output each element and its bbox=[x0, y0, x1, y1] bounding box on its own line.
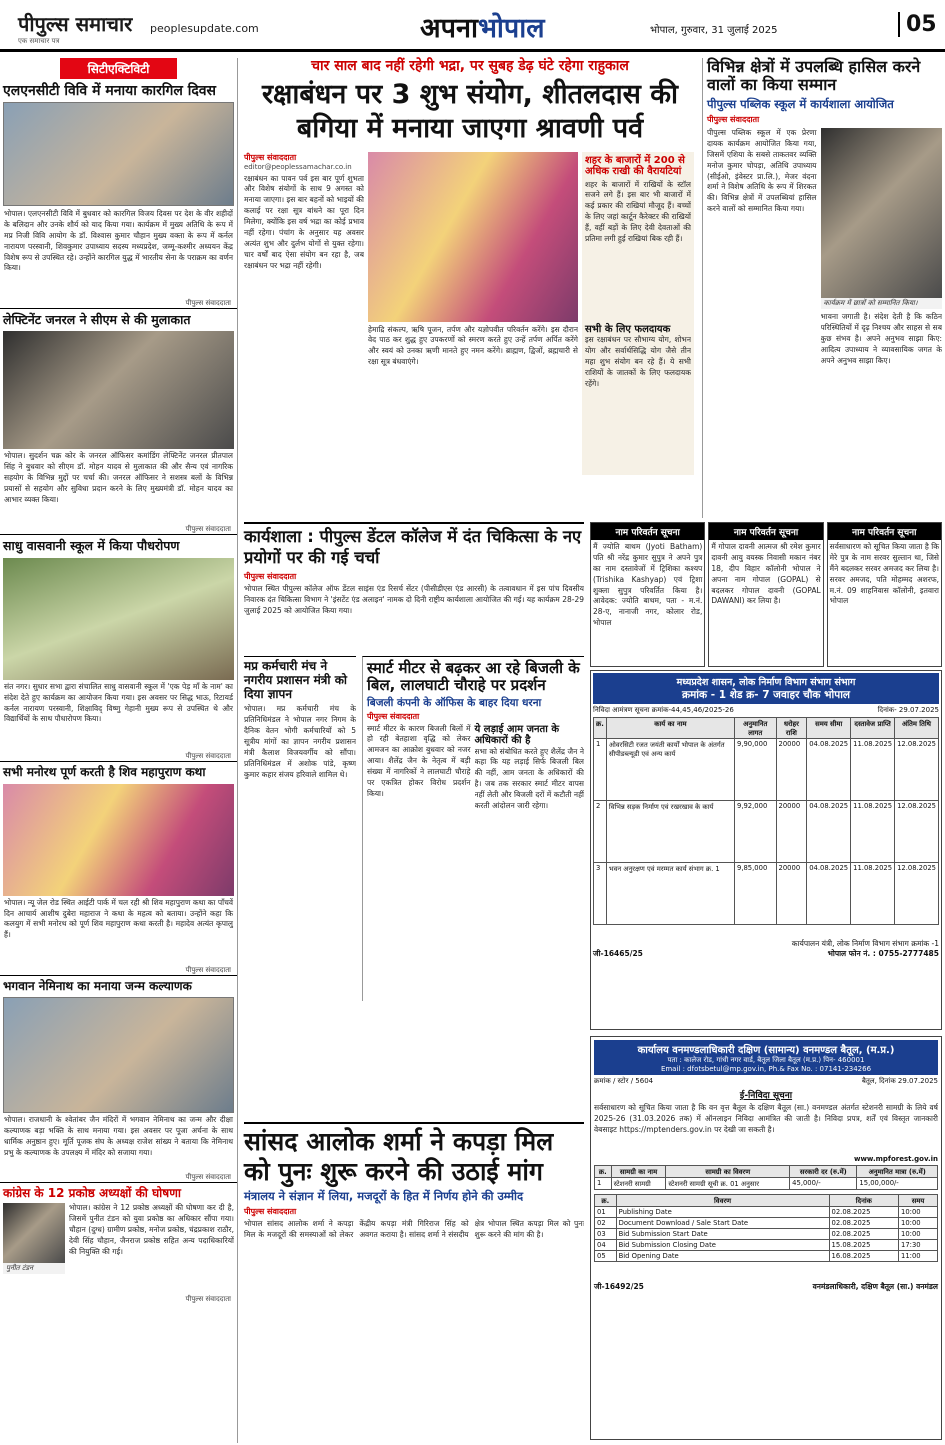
story-byline: पीपुल्स संवाददाता bbox=[185, 1295, 231, 1304]
table-cell: 9,90,000 bbox=[735, 739, 777, 801]
table-cell: 3 bbox=[594, 863, 607, 925]
lead-byline: पीपुल्स संवाददाता bbox=[244, 152, 297, 162]
story-byline: पीपुल्स संवाददाता bbox=[185, 1173, 231, 1182]
table-cell: 02 bbox=[595, 1218, 617, 1229]
right-subheadline: पीपुल्स पब्लिक स्कूल में कार्यशाला आयोजित bbox=[707, 96, 894, 111]
table-cell: 1 bbox=[594, 739, 607, 801]
story-body: भोपाल। एलएनसीटी विवि में बुधवार को कारगिल विजय दिवस पर देश के वीर शहीदों के बलिदान और उनके शौर्य को याद किया गया। कार्यक्रम में मुख्य अतिथि के रूप में मप्र निजी विवि आयोग के डॉ. विश्वास कुमार चौहान मुख्य वक्ता के रूप में कर्नल नारायण परस्वानी, शिवकुमार उपाध्याय सदस्य मध्यप्रदेश, जम्मू-कश्मीर अध्ययन केंद्र विशेष रूप से उपस्थित रहे। उन्होंने कारगिल युद्ध में भारतीय सेना के पराक्रम का वर्णन किया। bbox=[4, 209, 233, 273]
notice-head: नाम परिवर्तन सूचना bbox=[709, 523, 822, 540]
table-cell: स्टेशनरी सामग्री bbox=[611, 1178, 666, 1190]
story-title: साधु वासवानी स्कूल में किया पौधरोपण bbox=[0, 534, 237, 555]
tender-table bbox=[593, 717, 939, 925]
story-title: एलएनसीटी विवि में मनाया कारगिल दिवस bbox=[3, 83, 217, 99]
table-cell: Bid Opening Date bbox=[616, 1251, 829, 1262]
table-cell: 02.08.2025 bbox=[829, 1229, 899, 1240]
table-cell: 03 bbox=[595, 1229, 617, 1240]
lead-headline: रक्षाबंधन पर 3 शुभ संयोग, शीतलदास की बगिया में मनाया जाएगा श्रावणी पर्व bbox=[261, 79, 679, 144]
table-cell: 20000 bbox=[776, 739, 807, 801]
story-photo bbox=[3, 997, 234, 1113]
story-body: भोपाल। कांग्रेस ने 12 प्रकोष्ठ अध्यक्षों की घोषणा कर दी है, जिसमें पुनीत टंडन को युवा प्रकोष्ठ का अधिकार सौंपा गया। चौहान (दुग्ध) ग्रामीण प्रकोष्ठ, मनोज प्रकोष्ठ, चंद्रप्रकाश राठौर, देवी सिंह चौहान, जैनराज प्रकोष्ठ सहित अन्य पदाधिकारियों की नियुक्ति की गई। bbox=[69, 1203, 234, 1256]
table-cell: 10:00 bbox=[899, 1229, 938, 1240]
table-header: क्र. bbox=[595, 1195, 617, 1207]
story-body: भोपाल सांसद आलोक शर्मा ने कपड़ा मिल के मजदूरों की समस्याओं को लेकर केंद्रीय कपड़ा मंत्री गिरिराज सिंह को अवगत कराया है। सांसद शर्मा ने संसदीय क्षेत्र भोपाल स्थित कपड़ा मिल को पुनः शुरू करने की मांग की है। bbox=[244, 1219, 584, 1240]
table-cell: Bid Submission Start Date bbox=[616, 1229, 829, 1240]
masthead-sub: एक समाचार पत्र bbox=[18, 37, 60, 45]
story-body: स्मार्ट मीटर के कारण बिजली बिलों में हो रही बेतहाशा वृद्धि को लेकर आमजन का आक्रोश बुधवार को नजर आया। शैलेंद्र जैन के नेतृत्व में बड़ी संख्या में नागरिकों ने लालघाटी चौराहे पर एकत्रित होकर विरोध प्रदर्शन किया। bbox=[367, 723, 471, 798]
story-title: कांग्रेस के 12 प्रकोष्ठ अध्यक्षों की घोषणा bbox=[0, 1182, 237, 1203]
workshop-body: भोपाल स्थित पीपुल्स कॉलेज ऑफ डेंटल साइंस एंड रिसर्च सेंटर (पीसीडीएस एंड आरसी) के तत्वावधान में इस पांच दिवसीय निवारक दंत चिकित्सा विभाग ने 'इंसटेंट एंड अलाइन' नामक दो दिनी राष्ट्रीय कार्यशाला आयोजित की गई। यह कार्यक्रम 28-29 जुलाई 2025 को आयोजित किया गया। bbox=[244, 584, 584, 615]
table-cell: ओवरसिटी रजत जयंती कार्यों भोपाल के अंतर्गत सीपीडब्ल्यूडी एवं अन्य कार्य bbox=[606, 739, 734, 801]
table-header: दस्तावेज प्राप्ति bbox=[851, 718, 895, 739]
tender-ref: क्रमांक / स्टोर / 5604 bbox=[594, 1077, 654, 1085]
table-header: सामग्री का नाम bbox=[611, 1166, 666, 1178]
table-cell: 02.08.2025 bbox=[829, 1207, 899, 1218]
tender-signatory: कार्यपालन यंत्री, लोक निर्माण विभाग संभाग क्रमांक -1 bbox=[791, 939, 939, 948]
tender-footer-code: जी-16465/25 bbox=[593, 949, 643, 958]
page-number: 05 bbox=[898, 12, 937, 37]
tender-email[interactable]: Email : dfotsbetul@mp.gov.in, Ph.& Fax No. : 07141-234266 bbox=[660, 1065, 872, 1073]
right-photo bbox=[821, 128, 942, 298]
story-title: मप्र कर्मचारी मंच ने नगरीय प्रशासन मंत्री को दिया ज्ञापन bbox=[244, 659, 348, 701]
table-cell: 17:30 bbox=[899, 1240, 938, 1251]
story-photo bbox=[3, 1203, 65, 1263]
table-cell: 12.08.2025 bbox=[895, 863, 939, 925]
lead-photo bbox=[368, 152, 578, 322]
sidebar-body: शहर के बाजारों में राखियों के स्टॉल सजने लगे हैं। इस बार भी बाजारों में कई प्रकार की राखियां मौजूद हैं। बच्चों के लिए जहां कार्टून कैरेक्टर की राखियों हैं, वहीं बड़ों के लिए देवी देवताओं की प्रतिमा लगी हुई राखियां बिक रही हैं। bbox=[585, 179, 691, 243]
notice-head: नाम परिवर्तन सूचना bbox=[591, 523, 704, 540]
tender-org: मध्यप्रदेश शासन, लोक निर्माण विभाग संभाग संभाग bbox=[676, 677, 856, 688]
table-cell: 11:00 bbox=[899, 1251, 938, 1262]
table-row bbox=[595, 1218, 938, 1229]
table-header: समय सीमा bbox=[807, 718, 851, 739]
table-cell: 9,92,000 bbox=[735, 801, 777, 863]
story-photo bbox=[3, 784, 234, 896]
table-cell: 16.08.2025 bbox=[829, 1251, 899, 1262]
story-side-body: सभा को संबोधित करते हुए शैलेंद्र जैन ने कहा कि यह लड़ाई सिर्फ बिजली बिल की नहीं, आम जनता के अधिकारों की है। जब तक सरकार स्मार्ट मीटर वापस नहीं लेती और बिजली दरों में कटौती नहीं करती आंदोलन जारी रहेगा। bbox=[474, 746, 584, 810]
schedule-table bbox=[594, 1194, 938, 1262]
table-cell: 12.08.2025 bbox=[895, 739, 939, 801]
table-header: क्र. bbox=[595, 1166, 612, 1178]
table-cell: 10:00 bbox=[899, 1218, 938, 1229]
forest-tender-notice bbox=[590, 1036, 942, 1440]
table-row bbox=[594, 801, 939, 863]
table-header: अंतिम तिथि bbox=[895, 718, 939, 739]
table-header: समय bbox=[899, 1195, 938, 1207]
notice-body: सर्वसाधारण को सूचित किया जाता है कि मेरे पुत्र के नाम सरवर सुल्तान था, जिसे मैंने बदलकर सरवर अमजद कर लिया है। सरवर अमजद, पति मोहम्मद अशरफ, म.नं. 09 शाहनिवास कॉलोनी, इतवारा भोपाल bbox=[829, 542, 939, 606]
lead-body-2: हेमाद्रि संकल्प, ऋषि पूजन, तर्पण और यज्ञोपवीत परिवर्तन करेंगे। इस दौरान वेद पाठ कर शुद्ध हुए उपकरणों को स्मरण करते हुए उन्हें तर्पण अर्पित करेंगे और स्वयं को उनका ऋणी मानते हुए नमन करेंगे। ब्राह्मण, द्विजों, ब्रह्मचारी से रक्षा सूत्र बंधवाएंगे। bbox=[368, 324, 578, 367]
story-byline: पीपुल्स संवाददाता bbox=[185, 751, 231, 760]
section-title: अपनाभोपाल bbox=[420, 13, 545, 44]
table-cell: 04.08.2025 bbox=[807, 863, 851, 925]
story-body: भोपाल। सुदर्शन चक्र कोर के जनरल ऑफिसर कमांडिंग लेफ्टिनेंट जनरल प्रीतपाल सिंह ने बुधवार को सीएम डॉ. मोहन यादव से मुलाकात की और सैन्य एवं नागरिक सहयोग के विभिन्न मुद्दों पर चर्चा की। जनरल ऑफिसर ने सशस्त्र बलों के विभिन्न प्रयासों से सहयोग और सुविधा प्रदान करने के लिए मुख्यमंत्री डॉ. मोहन यादव का आभार व्यक्त किया। bbox=[4, 451, 233, 504]
tender-body: सर्वसाधारण को सूचित किया जाता है कि वन वृत्त बैतूल के दक्षिण बैतूल (सा.) वनमण्डल अंतर्गत स्टेशनरी सामग्री के लिये वर्ष 2025-26 (31.03.2026 तक) में ऑनलाइन निविदा आमंत्रित की जाती है। निविदा प्रपत्र, शर्तें एवं विस्तृत जानकारी वेबसाइट https://mptenders.gov.in पर देखी जा सकती है। bbox=[594, 1103, 938, 1134]
table-cell: 2 bbox=[594, 801, 607, 863]
name-change-notices bbox=[590, 522, 942, 667]
workshop-byline: पीपुल्स संवाददाता bbox=[244, 572, 297, 582]
table-header: सरकारी दर (रु.में) bbox=[790, 1166, 857, 1178]
item-table bbox=[594, 1165, 938, 1190]
story-body: भोपाल। न्यू जेल रोड स्थित आईटी पार्क में चल रही श्री शिव महापुराण कथा का पाँचवें दिन आचार्य आशीष दुबेरा महाराज ने कथा के महत्व को बताया। उन्होंने कहा कि कलयुग में सभी मनोरथ को पूर्ण शिव महापुराण कथा करती है। महादेव अत्यंत कृपालु हैं। bbox=[4, 897, 233, 940]
table-cell: 05 bbox=[595, 1251, 617, 1262]
table-cell: भवन अनुरक्षण एवं मरम्मत कार्य संभाग क्र. 1 bbox=[606, 863, 734, 925]
sidebar-2-title: सभी के लिए फलदायक bbox=[585, 323, 671, 335]
tender-date: दिनांक- 29.07.2025 bbox=[877, 706, 939, 714]
sidebar-2-body: इस रक्षाबंधन पर सौभाग्य योग, शोभन योग और सर्वार्थसिद्धि योग जैसे तीन महा शुभ संयोग बन रहे हैं। ये सभी राशियों के जातकों के लिए फलदायक रहेंगे। bbox=[585, 335, 691, 388]
masthead: पीपुल्स समाचार एक समाचार पत्र bbox=[18, 12, 133, 45]
photo-caption: पुनीत टंडन bbox=[3, 1263, 65, 1274]
tender-ref: निविदा आमंत्रण सूचना क्रमांक-44,45,46/2025-26 bbox=[593, 706, 734, 714]
table-cell: 02.08.2025 bbox=[829, 1218, 899, 1229]
tender-date: बैतूल, दिनांक 29.07.2025 bbox=[861, 1077, 938, 1085]
website-link[interactable]: peoplesupdate.com bbox=[150, 22, 259, 35]
table-header: कार्य का नाम bbox=[606, 718, 734, 739]
table-cell: 12.08.2025 bbox=[895, 801, 939, 863]
table-cell: 04.08.2025 bbox=[807, 739, 851, 801]
story-byline: पीपुल्स संवाददाता bbox=[367, 711, 420, 721]
table-row bbox=[594, 863, 939, 925]
story-subtitle: मंत्रालय ने संज्ञान में लिया, मजदूरों के हित में निर्णय होने की उम्मीद bbox=[244, 1189, 524, 1203]
table-header: क्र. bbox=[594, 718, 607, 739]
lead-story bbox=[244, 58, 696, 518]
tender-sub: क्रमांक - 1 शेड क्र- 7 जवाहर चौक भोपाल bbox=[681, 689, 851, 701]
right-body-2: भावना जगाती है। संदेश देती है कि कठिन परिस्थितियों में दृढ़ निश्चय और साहस से सब कुछ संभव है। अपने अनुभव साझा किए: आदित्य उपाध्याय ने व्यावसायिक जगत के अपने अनुभव साझा किए। bbox=[820, 312, 942, 365]
story-title: भगवान नेमिनाथ का मनाया जन्म कल्याणक bbox=[0, 975, 237, 996]
story-body: भोपाल। राजधानी के श्वेतांबर जैन मंदिरों में भगवान नेमिनाथ का जन्म और दीक्षा कल्याणक बड़ा भक्ति के साथ मनाया गया। इस अवसर पर पूजा अर्चना के साथ धार्मिक अनुष्ठान हुए। मूर्ति पूजक संघ के अध्यक्ष राजेश सांख्य ने बताया कि नेमिनाथ प्रभु के कल्याणक के उपलक्ष्य में मंदिर को सजाया गया। bbox=[4, 1115, 233, 1158]
story-photo bbox=[3, 558, 234, 680]
section-kicker: सिटीएक्टिविटी bbox=[60, 58, 177, 79]
story-title: स्मार्ट मीटर से बढ़कर आ रहे बिजली के बिल, लालघाटी चौराहे पर प्रदर्शन bbox=[367, 659, 580, 695]
table-header: धरोहर राशि bbox=[776, 718, 807, 739]
tender-website[interactable]: www.mpforest.gov.in bbox=[854, 1155, 938, 1163]
right-byline: पीपुल्स संवाददाता bbox=[707, 115, 760, 124]
table-cell: 9,85,000 bbox=[735, 863, 777, 925]
tender-phone: भोपाल फोन नं. : 0755-2777485 bbox=[827, 949, 939, 958]
notice-body: मैं ज्योति बाथम (Jyoti Batham) पति श्री नरेंद्र कुमार सुपुत्र ने अपने पुत्र का नाम दस्तावेजों में ट्रिशिका कश्यप (Trishika Kashyap) एवं ट्रिशा शुक्ला सुपुत्र परिवर्तित किया है। आवेदक: ज्योति बाथम, पता - म.नं. 28-ए, नानाजी नगर, कोलार रोड, भोपाल bbox=[593, 542, 703, 628]
right-body: पीपुल्स पब्लिक स्कूल में एक प्रेरणा दायक कार्यक्रम आयोजित किया गया, जिसमें एशिया के सबसे ताकतवर व्यक्ति मनोज कुमार चोपड़ा, अतिथि उपाध्याय (सीईओ, इंवेस्टर प्रा.लि.), मेजर वंदना शर्मा ने विशेष अतिथि के रूप में शिरकत की। विभिन्न क्षेत्रों में उपलब्धियां हासिल करने वालों को सम्मानित किया गया। bbox=[707, 128, 817, 214]
notice bbox=[590, 522, 705, 667]
left-column bbox=[0, 58, 238, 1443]
table-cell: 15,00,000/- bbox=[857, 1178, 938, 1190]
table-header: सामग्री का विवरण bbox=[666, 1166, 790, 1178]
story-body: संत नगर। सुधार सभा द्वारा संचालित साधु वासवानी स्कूल में 'एक पेड़ माँ के नाम' का संदेश देते हुए कार्यक्रम का आयोजन किया गया। इस अवसर पर सिद्ध भाऊ, रिटायर्ड कर्नल नारायण परस्वानी, शिक्षाविद् विष्णु गेहानी मुख्य रूप से उपस्थित थे और विद्यार्थियों के साथ पौधारोपण किया। bbox=[4, 681, 233, 724]
story-byline: पीपुल्स संवाददाता bbox=[244, 1207, 297, 1217]
mill-story bbox=[244, 1122, 584, 1440]
dateline: भोपाल, गुरुवार, 31 जुलाई 2025 bbox=[650, 25, 778, 36]
lead-email[interactable]: editor@peoplessamachar.co.in bbox=[244, 162, 352, 171]
table-cell: Publishing Date bbox=[616, 1207, 829, 1218]
story-side-title: ये लड़ाई आम जनता के अधिकारों की है bbox=[474, 723, 560, 747]
notice-body: मैं गोपाल दावनी आत्मज श्री रमेश कुमार दावनी आयु वयस्क निवासी मकान नंबर 18, दीप विहार कॉलोनी भोपाल ने अपना नाम गोपाल (GOPAL) से बदलकर गोपाल दावनी (GOPAL DAWANI) कर लिया है। bbox=[711, 542, 821, 606]
table-row bbox=[595, 1178, 938, 1190]
mp-karmachari-story bbox=[244, 656, 356, 1001]
tender-signatory: वनमंडलाधिकारी, दक्षिण बैतूल (सा.) वनमंडल bbox=[812, 1282, 938, 1291]
table-cell: Bid Submission Closing Date bbox=[616, 1240, 829, 1251]
story-subtitle: बिजली कंपनी के ऑफिस के बाहर दिया धरना bbox=[367, 696, 542, 709]
lead-body: रक्षाबंधन का पावन पर्व इस बार पूर्ण शुभता और विशेष संयोगों के साथ 9 अगस्त को मनाया जाएगा। इस बार बहनों को भाइयों की कलाई पर रक्षा सूत्र बांधने का पूरा दिन मिलेगा, क्योंकि इस वर्ष भद्रा का कोई प्रभाव नहीं रहेगा। पंचांग के अनुसार यह अवसर अत्यंत शुभ और दुर्लभ योगों से युक्त रहेगा। चार वर्षों बाद ऐसा संयोग बन रहा है, जब रक्षाबंधन पर भद्रा नहीं रहेगी। bbox=[244, 173, 364, 270]
table-header: अनुमानित लागत bbox=[735, 718, 777, 739]
story-photo bbox=[3, 102, 234, 206]
tender-title: ई-निविदा सूचना bbox=[739, 1091, 793, 1101]
story-title: सांसद आलोक शर्मा ने कपड़ा मिल को पुनः शुरू करने की उठाई मांग bbox=[244, 1127, 554, 1186]
table-header: दिनांक bbox=[829, 1195, 899, 1207]
table-cell: 20000 bbox=[776, 863, 807, 925]
tender-footer-code: जी-16492/25 bbox=[594, 1282, 644, 1291]
table-cell: 20000 bbox=[776, 801, 807, 863]
table-cell: 11.08.2025 bbox=[851, 863, 895, 925]
table-row bbox=[594, 739, 939, 801]
table-cell: 04 bbox=[595, 1240, 617, 1251]
tender-address: पता : कालेज रोड, गांधी नगर वार्ड, बैतूल जिला बैतूल (म.प्र.) पिन- 460001 bbox=[667, 1056, 865, 1064]
right-headline: विभिन्न क्षेत्रों में उपलब्धि हासिल करने वालों का किया सम्मान bbox=[707, 57, 921, 95]
table-cell: स्टेशनरी सामग्री सूची क्र. 01 अनुसार bbox=[666, 1178, 790, 1190]
table-cell: 11.08.2025 bbox=[851, 739, 895, 801]
lead-kicker: चार साल बाद नहीं रहेगी भद्रा, पर सुबह डेढ़ घंटे रहेगा राहुकाल bbox=[311, 58, 629, 74]
notice bbox=[827, 522, 942, 667]
table-cell: 45,000/- bbox=[790, 1178, 857, 1190]
smart-meter-story bbox=[362, 656, 584, 1001]
table-row bbox=[595, 1207, 938, 1218]
table-row bbox=[595, 1251, 938, 1262]
table-cell: विभिन्न सड़क निर्माण एवं रखरखाव के कार्य bbox=[606, 801, 734, 863]
right-photo-caption: कार्यक्रम में छात्रों को सम्मानित किया। bbox=[821, 298, 942, 309]
table-header: अनुमानित मात्रा (रु.में) bbox=[857, 1166, 938, 1178]
table-cell: 15.08.2025 bbox=[829, 1240, 899, 1251]
tender-org: कार्यालय वनमण्डलाधिकारी दक्षिण (सामान्य) वनमण्डल बैतूल, (म.प्र.) bbox=[637, 1045, 895, 1056]
table-cell: 11.08.2025 bbox=[851, 801, 895, 863]
table-row bbox=[595, 1229, 938, 1240]
story-photo bbox=[3, 331, 234, 449]
table-cell: 10:00 bbox=[899, 1207, 938, 1218]
page-header bbox=[0, 0, 945, 52]
table-row bbox=[595, 1240, 938, 1251]
workshop-headline: कार्यशाला : पीपुल्स डेंटल कॉलेज में दंत चिकित्सा के नए प्रयोगों पर की गई चर्चा bbox=[244, 527, 582, 567]
notice-head: नाम परिवर्तन सूचना bbox=[828, 523, 941, 540]
story-title: लेफ्टिनेंट जनरल ने सीएम से की मुलाकात bbox=[0, 308, 237, 329]
table-header: विवरण bbox=[616, 1195, 829, 1207]
right-story bbox=[702, 58, 942, 518]
table-cell: 04.08.2025 bbox=[807, 801, 851, 863]
pwd-tender-notice bbox=[590, 670, 942, 1030]
story-byline: पीपुल्स संवाददाता bbox=[185, 525, 231, 534]
workshop-story bbox=[244, 522, 584, 652]
table-cell: 1 bbox=[595, 1178, 612, 1190]
table-cell: 01 bbox=[595, 1207, 617, 1218]
story-body: भोपाल। मप्र कर्मचारी मंच के प्रतिनिधिमंडल ने भोपाल नगर निगम के दैनिक वेतन भोगी कर्मचारियों को 5 सूत्रीय मांगों का ज्ञापन नगरीय प्रशासन मंत्री कैलाश विजयवर्गीय को सौंपा। प्रतिनिधिमंडल में अशोक पांडे, कृष्ण कुमार कहार संजय हरिवाले शामिल थे। bbox=[244, 704, 356, 779]
story-byline: पीपुल्स संवाददाता bbox=[185, 965, 231, 974]
story-byline: पीपुल्स संवाददाता bbox=[185, 299, 231, 308]
notice bbox=[708, 522, 823, 667]
table-cell: Document Download / Sale Start Date bbox=[616, 1218, 829, 1229]
sidebar-title: शहर के बाजारों में 200 से अधिक राखी की वैरायटियां bbox=[585, 154, 685, 178]
story-title: सभी मनोरथ पूर्ण करती है शिव महापुराण कथा bbox=[0, 761, 237, 782]
